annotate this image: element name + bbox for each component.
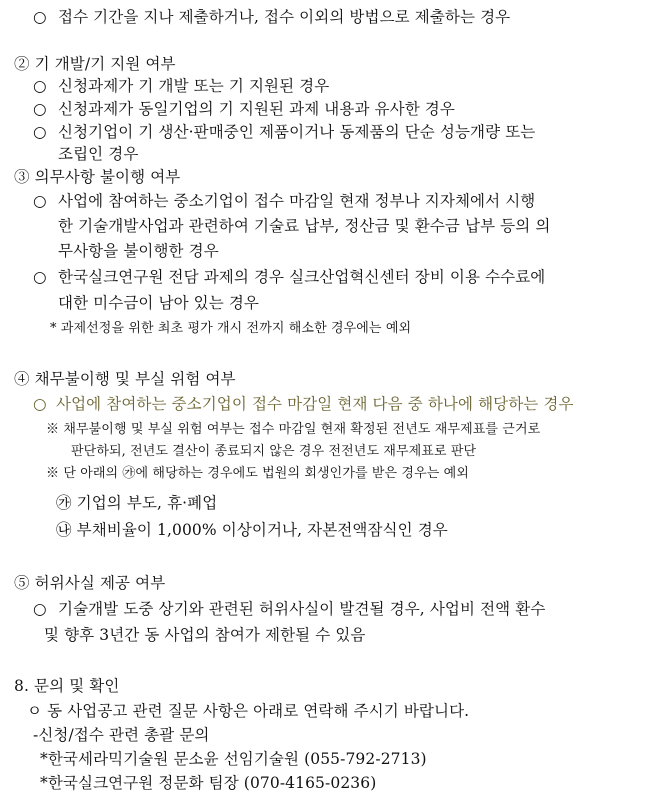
note-line: ※ 채무불이행 및 부실 위험 여부는 접수 마감일 현재 확정된 전년도 재무제표를 근거로 xyxy=(46,422,541,437)
section-title: ② 기 개발/기 지원 여부 xyxy=(14,55,176,73)
sub-item: ㉯ 부채비율이 1,000% 이상이거나, 자본전액잠식인 경우 xyxy=(56,521,448,539)
bullet-icon: ○ xyxy=(33,77,47,95)
text-line: -신청/접수 관련 총괄 문의 xyxy=(33,726,210,744)
note-line: 판단하되, 전년도 결산이 종료되지 않은 경우 전전년도 재무제표로 판단 xyxy=(71,444,477,459)
text-line: 한 기술개발사업과 관련하여 기술료 납부, 정산금 및 환수금 납부 등의 의 xyxy=(58,217,551,235)
text-line: 대한 미수금이 남아 있는 경우 xyxy=(58,294,259,312)
bullet-icon: ○ xyxy=(33,268,47,286)
text-line: 접수 기간을 지나 제출하거나, 접수 이외의 방법으로 제출하는 경우 xyxy=(58,8,511,26)
contact-line: *한국세라믹기술원 문소윤 선임기술원 (055-792-2713) xyxy=(40,750,427,768)
contact-line: *한국실크연구원 정문화 팀장 (070-4165-0236) xyxy=(40,774,377,792)
text-line: 신청과제가 기 개발 또는 기 지원된 경우 xyxy=(58,77,330,95)
text-line: 조립인 경우 xyxy=(58,145,139,163)
text-line: 한국실크연구원 전담 과제의 경우 실크산업혁신센터 장비 이용 수수료에 xyxy=(58,268,546,286)
bullet-icon: ○ xyxy=(33,8,47,26)
bullet-icon: ○ xyxy=(33,192,47,210)
bullet-icon: ○ xyxy=(33,395,47,413)
text-line: 사업에 참여하는 중소기업이 접수 마감일 현재 정부나 지자체에서 시행 xyxy=(58,192,536,210)
text-line: 기술개발 도중 상기와 관련된 허위사실이 발견될 경우, 사업비 전액 환수 xyxy=(58,600,546,618)
text-line: 신청기업이 기 생산·판매중인 제품이거나 동제품의 단순 성능개량 또는 xyxy=(58,123,536,141)
section-title: ⑤ 허위사실 제공 여부 xyxy=(14,574,166,592)
bullet-icon: ○ xyxy=(33,123,47,141)
note-line: * 과제선정을 위한 최초 평가 개시 전까지 해소한 경우에는 예외 xyxy=(50,321,412,336)
bullet-icon: ○ xyxy=(33,100,47,118)
text-line: 무사항을 불이행한 경우 xyxy=(58,242,219,260)
section-title: ④ 채무불이행 및 부실 위험 여부 xyxy=(14,370,236,388)
text-line: 신청과제가 동일기업의 기 지원된 과제 내용과 유사한 경우 xyxy=(58,100,455,118)
note-line: ※ 단 아래의 ㉮에 해당하는 경우에도 법원의 회생인가를 받은 경우는 예외 xyxy=(46,466,469,481)
section-title: ③ 의무사항 불이행 여부 xyxy=(14,168,181,186)
bullet-icon: ○ xyxy=(33,600,47,618)
text-line: 및 향후 3년간 동 사업의 참여가 제한될 수 있음 xyxy=(44,626,366,644)
sub-item: ㉮ 기업의 부도, 휴·폐업 xyxy=(56,494,218,512)
text-line: ㅇ 동 사업공고 관련 질문 사항은 아래로 연락해 주시기 바랍니다. xyxy=(27,702,470,720)
text-line: 사업에 참여하는 중소기업이 접수 마감일 현재 다음 중 하나에 해당하는 경우 xyxy=(56,395,574,413)
section-title: 8. 문의 및 확인 xyxy=(14,677,120,695)
